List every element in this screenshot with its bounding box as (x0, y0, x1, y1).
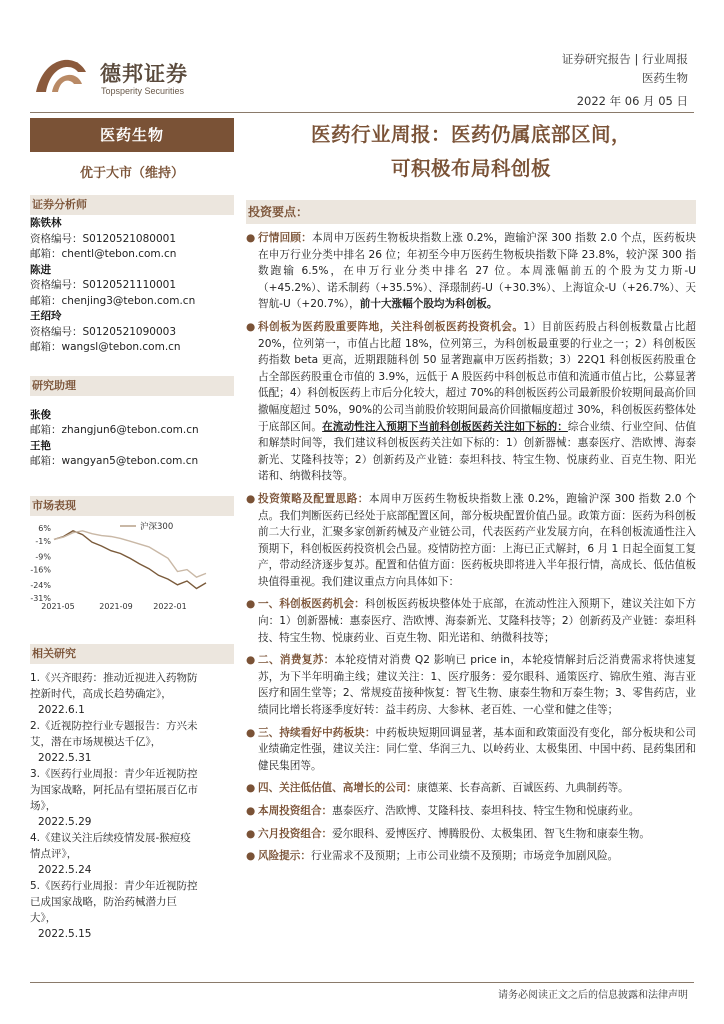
analyst-name: 王绍玲 (30, 310, 62, 322)
para-head: 一、科创板医药机会： (258, 598, 365, 611)
bullet-icon: ● (246, 654, 256, 667)
paragraph-risk (246, 848, 696, 865)
analyst-name: 陈进 (30, 263, 51, 276)
title-line-1: 医药行业周报：医药仍属底部区间， (310, 123, 631, 146)
paragraph-weekly-portfolio (246, 803, 696, 820)
assistant-list (30, 408, 234, 470)
bullet-icon: ● (246, 726, 256, 739)
related-text: 2.《近视防控行业专题报告：方兴未艾，潜在市场规模达千亿》， (30, 719, 198, 748)
related-date: 2022.5.15 (38, 927, 92, 940)
analyst-email[interactable]: 邮箱：chenjing3@tebon.com.cn (30, 294, 196, 307)
analyst-heading: 证券分析师 (30, 195, 234, 215)
y-tick-label: -31% (30, 593, 51, 603)
y-tick-label: -1% (35, 536, 51, 546)
company-logo (30, 52, 92, 100)
analyst-cert: 资格编号：S0120521110001 (30, 279, 177, 291)
bullet-icon: ● (246, 805, 256, 817)
series-line-pharma (54, 530, 206, 588)
bullet-icon: ● (246, 492, 256, 505)
para-head: 风险提示： (258, 850, 311, 863)
analyst-name: 陈铁林 (30, 217, 62, 229)
series-line-csi300 (54, 530, 206, 576)
related-heading: 相关研究 (30, 644, 234, 664)
related-text: 1.《兴齐眼药：推动近视进入药物防控新时代，高成长趋势确定》， (30, 671, 198, 700)
related-date: 2022.6.1 (38, 703, 85, 716)
y-tick-label: -24% (30, 580, 51, 590)
header-divider (30, 112, 694, 113)
legend-label: 沪深300 (140, 521, 174, 532)
x-tick-label: 2021-05 (41, 601, 75, 611)
header-sector: 医药生物 (642, 71, 688, 85)
para-text: 康德莱、长春高新、百诚医药、九典制药等。 (416, 782, 629, 795)
para-text: 行业需求不及预期；上市公司业绩不及预期；市场竞争加剧风险。 (310, 850, 619, 863)
analyst-email[interactable]: 邮箱：chentl@tebon.com.cn (30, 248, 177, 260)
related-item[interactable] (30, 670, 200, 718)
para-head: 行情回顾： (258, 232, 312, 244)
para-head: 二、消费复苏： (258, 654, 335, 667)
related-text: 4.《建议关注后续疫情发展-猴痘疫情点评》， (30, 831, 191, 860)
market-heading: 市场表现 (30, 496, 234, 516)
para-head: 本周投资组合： (258, 805, 333, 817)
analyst-list (30, 216, 234, 356)
market-chart (30, 516, 234, 622)
related-item[interactable] (30, 766, 200, 830)
footer-divider (30, 982, 694, 983)
related-date: 2022.5.29 (38, 815, 92, 828)
x-tick-label: 2022-01 (153, 601, 187, 611)
industry-tag: 医药生物 (30, 118, 234, 152)
main-content (246, 118, 696, 865)
company-name-en: Topsperity Securities (101, 86, 185, 96)
rating: 优于大市（维持） (79, 166, 184, 181)
para-text: 科创板医药板块整体处于底部，在流动性注入预期下，建议关注如下方向：1）创新器械：惠泰医疗、浩欧博、海泰新光、艾隆科技等；2）创新药及产业链：泰坦科技、特宝生物、悦康药业、百克生物、阳光诺和、纳微科技等； (258, 598, 697, 644)
related-item[interactable] (30, 718, 200, 766)
assistant-email[interactable]: 邮箱：wangyan5@tebon.com.cn (30, 455, 199, 467)
bullet-icon: ● (246, 598, 256, 611)
company-name-cn: 德邦证券 (100, 62, 188, 86)
report-type: 证券研究报告 | 行业周报 (561, 52, 688, 66)
analyst-email[interactable]: 邮箱：wangsl@tebon.com.cn (30, 341, 181, 353)
para-text: 1）目前医药股占科创板数量占比超 20%，位列第一，市值占比超 18%，位列第三，为科创板最重要的行业之一；2）科创板医药指数 beta 更高，近期跟随科创 50 显著跑赢申万医药指数；3）22Q1 科创板医药股重仓占全部医药股重仓市值的 3.9%，远低于 A 股医药中科创板总市值和流通市值占比，公募显著低配；4）科创板医药上市后分化较大，超过 70%的科创板医药公司最新股价较期间最高价回撤幅度超过 50%，90%的公司当前股价较期间最高价回撤幅度超过 30%，科创板医药整体处于底部区间。 (258, 320, 696, 433)
x-tick-label: 2021-09 (99, 601, 133, 611)
assistant-name: 张俊 (30, 408, 51, 421)
bullet-icon: ● (246, 850, 256, 863)
para-text: 本周申万医药生物板块指数上涨 0.2%，跑输沪深 300 指数 2.0 个点，医药板块在申万行业分类中排名 26 位；年初至今申万医药生物板块指数下降 23.8%，较沪深 300 指数跑输 6.5%，在申万行业分类中排名 27 位。本周涨幅前五的个股为艾力斯-U（+45.2%）、诺禾制药（+35.5%）、泽璟制药-U（+30.3%）、上海谊众-U（+26.7%）、天智航-U（+20.7%）， (258, 232, 696, 311)
related-text: 3.《医药行业周报：青少年近视防控为国家战略，阿托品有望拓展百亿市场》， (30, 767, 198, 812)
para-head: 投资策略及配置思路： (258, 492, 369, 505)
y-tick-label: -16% (30, 565, 51, 575)
paragraph-star-market (246, 319, 696, 485)
para-text: 中药板块短期回调显著，基本面和政策面没有变化，部分板块和公司业绩确定性强，建议关注：同仁堂、华润三九、以岭药业、太极集团、中国中药、昆药集团和健民集团等。 (258, 726, 697, 772)
bullet-icon: ● (246, 827, 256, 840)
para-text-2: 综合业绩、行业空间、估值和解禁时间等，我们建议科创板医药关注如下标的：1）创新器械：惠泰医疗、浩欧博、海泰新光、艾隆科技等；2）创新药及产业链：泰坦科技、特宝生物、悦康药业、百克生物、阳光诺和、纳微科技等。 (258, 420, 697, 483)
para-text: 爱尔眼科、爱博医疗、博腾股份、太极集团、智飞生物和康泰生物。 (332, 827, 650, 840)
para-head: 三、持续看好中药板块： (258, 726, 376, 739)
paragraph-direction-1 (246, 596, 696, 646)
related-item[interactable] (30, 878, 200, 942)
paragraph-direction-4 (246, 780, 696, 797)
related-item[interactable] (30, 830, 200, 878)
related-list (30, 670, 200, 942)
assistant-email[interactable]: 邮箱：zhangjun6@tebon.com.cn (30, 424, 199, 436)
analyst-cert: 资格编号：S0120521090003 (30, 325, 177, 338)
para-head: 六月投资组合： (258, 827, 333, 840)
header-meta (562, 50, 688, 111)
key-points-heading: 投资要点： (246, 200, 696, 224)
y-tick-label: 6% (38, 523, 51, 533)
para-tail: 在流动性注入预期下当前科创板医药关注如下标的： (322, 420, 568, 433)
related-text: 5.《医药行业周报：青少年近视防控已成国家战略，防治药械潜力巨大》， (30, 879, 198, 924)
para-text: 本轮疫情对消费 Q2 影响已 price in，本轮疫情解封后泛消费需求将快速复苏，为下半年明确主线；建议关注：1、医疗服务：爱尔眼科、通策医疗、锦欣生殖、海吉亚医疗和固生堂等；2、常规疫苗接种恢复：智飞生物、康泰生物和万泰生物；3、零售药店，业绩同比增长将逐季度好转：益丰药房、大参林、老百姓、一心堂和健之佳等； (258, 654, 696, 717)
para-tail: 前十大涨幅个股均为科创板。 (359, 298, 498, 311)
paragraph-direction-3 (246, 725, 696, 775)
title-line-2: 可积极布局科创板 (390, 157, 551, 180)
para-text: 本周申万医药生物板块指数上涨 0.2%，跑输沪深 300 指数 2.0 个点。我们判断医药已经处于底部配置区间，部分板块配置价值凸显。政策方面：医药为科创板前二大行业，汇聚多家创新药械及产业链公司，代表医药产业发展方向，在科创板流通性注入预期下，科创板医药投资机会凸显。疫情防控方面：上海已正式解封，6 月 1 日起全面复工复产，带动经济逐步复苏。配置和估值方面：医药板块即将进入半年报行情，高成长、低估值板块值得重视。我们建议重点方向具体如下： (258, 492, 696, 588)
paragraph-direction-2 (246, 652, 696, 718)
related-date: 2022.5.31 (38, 751, 92, 764)
paragraph-june-portfolio (246, 826, 696, 843)
paragraph-strategy (246, 491, 696, 591)
key-points-body (246, 230, 696, 865)
report-date: 2022 年 06 月 05 日 (576, 94, 688, 108)
bullet-icon: ● (246, 232, 256, 244)
para-head: 科创板为医药股重要阵地，关注科创板医药投资机会。 (258, 320, 524, 333)
paragraph-market-review (246, 230, 696, 313)
para-head: 四、关注低估值、高增长的公司： (258, 782, 417, 795)
analyst-cert: 资格编号：S0120521080001 (30, 232, 177, 245)
assistant-heading: 研究助理 (30, 376, 234, 396)
bullet-icon: ● (246, 320, 256, 333)
bullet-icon: ● (246, 782, 256, 795)
assistant-name: 王艳 (30, 439, 51, 452)
footer-disclaimer: 请务必阅读正文之后的信息披露和法律声明 (498, 990, 688, 1001)
left-sidebar (30, 118, 234, 942)
report-title (246, 118, 696, 186)
para-text: 惠泰医疗、浩欧博、艾隆科技、泰坦科技、特宝生物和悦康药业。 (332, 805, 640, 817)
related-date: 2022.5.24 (38, 863, 92, 876)
y-tick-label: -9% (35, 551, 51, 561)
